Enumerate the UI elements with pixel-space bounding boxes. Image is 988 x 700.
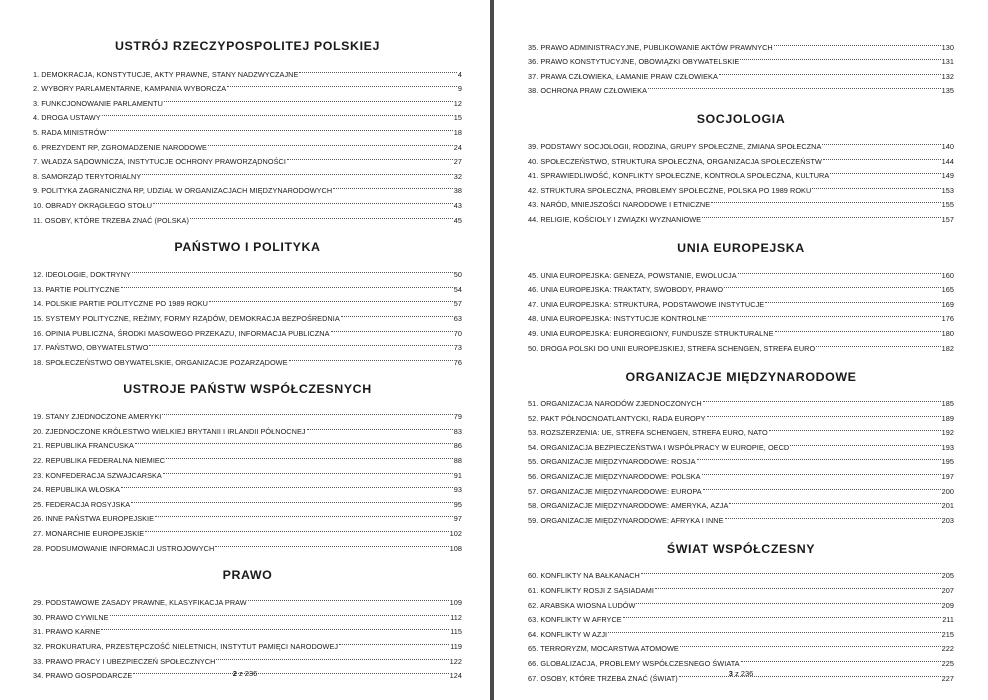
toc-entry-label: 58. ORGANIZACJE MIĘDZYNARODOWE: AMERYKA, AZJA [528, 501, 729, 511]
dot-leader [703, 479, 941, 494]
toc-entry-page: 12 [453, 98, 462, 108]
toc-entry-page: 131 [941, 57, 954, 67]
toc-entry-page: 73 [453, 343, 462, 353]
toc-entry-label: 2. WYBORY PARLAMENTARNE, KAMPANIA WYBORCZA [33, 84, 227, 94]
toc-entry-page: 45 [453, 215, 462, 225]
toc-entry-page: 140 [941, 141, 954, 151]
toc-entry-page: 86 [453, 441, 462, 451]
toc-section [528, 35, 954, 96]
toc-entry-page: 124 [449, 671, 462, 681]
toc-section [528, 93, 954, 222]
toc-entry-label: 17. PAŃSTWO, OBYWATELSTWO [33, 343, 149, 353]
section-title: PRAWO [222, 567, 273, 582]
toc-entry-label: 36. PRAWO KONSTYTUCYJNE, OBOWIĄZKI OBYWATELSKIE [528, 57, 740, 67]
dot-leader [697, 450, 941, 465]
toc-entry-page: 102 [449, 529, 462, 539]
dot-leader [121, 478, 453, 493]
toc-entry-page: 209 [941, 600, 954, 610]
toc-entry-page: 27 [453, 157, 462, 167]
toc-entry[interactable] [33, 263, 462, 278]
toc-entry-page: 160 [941, 270, 954, 280]
toc-entry-label: 31. PRAWO KARNE [33, 627, 101, 637]
toc-section [33, 223, 462, 365]
toc-entry[interactable] [528, 263, 954, 278]
dot-leader [740, 50, 940, 65]
toc-entry-label: 13. PARTIE POLITYCZNE [33, 284, 120, 294]
toc-entry-label: 35. PRAWO ADMINISTRACYJNE, PUBLIKOWANIE AKTÓW PRAWNYCH [528, 42, 773, 52]
dot-leader [648, 79, 941, 94]
dot-leader [209, 292, 453, 307]
toc-entry-label: 42. STRUKTURA SPOŁECZNA, PROBLEMY SPOŁECZNE, POLSKA PO 1989 ROKU [528, 185, 812, 195]
toc-section [33, 365, 462, 551]
toc-entry-page: 112 [450, 612, 462, 622]
dot-leader [142, 164, 453, 179]
toc-entry-label: 15. SYSTEMY POLITYCZNE, REŻIMY, FORMY RZĄDÓW, DEMOKRACJA BEZPOŚREDNIA [33, 313, 340, 323]
toc-entry-label: 40. SPOŁECZEŃSTWO, STRUKTURA SPOŁECZNA, ORGANIZACJA SPOŁECZEŃSTW [528, 156, 822, 166]
toc-entry[interactable] [33, 62, 462, 77]
toc-entry-page: 108 [449, 543, 462, 553]
section-title: USTROJE PAŃSTW WSPÓŁCZESNYCH [123, 381, 372, 396]
page-separator: z [238, 669, 243, 678]
section-title: PAŃSTWO I POLITYKA [174, 239, 321, 254]
dot-leader [227, 77, 457, 92]
dot-leader [289, 350, 453, 365]
dot-leader [216, 649, 448, 664]
toc-entry-label: 24. REPUBLIKA WŁOSKA [33, 485, 120, 495]
toc-entry-label: 52. PAKT PÓŁNOCNOATLANTYCKI, RADA EUROPY [528, 413, 706, 423]
toc-entry-label: 39. PODSTAWY SOCJOLOGII, RODZINA, GRUPY SPOŁECZNE, ZMIANA SPOŁECZNA [528, 141, 822, 151]
toc-entry-label: 45. UNIA EUROPEJSKA: GENEZA, POWSTANIE, EWOLUCJA [528, 270, 737, 280]
toc-entry-label: 20. ZJEDNOCZONE KRÓLESTWO WIELKIEJ BRYTANII I IRLANDII PÓŁNOCNEJ [33, 426, 306, 436]
toc-entry-label: 27. MONARCHIE EUROPEJSKIE [33, 529, 145, 539]
dot-leader [132, 263, 453, 278]
toc-entry-label: 11. OSOBY, KTÓRE TRZEBA ZNAĆ (POLSKA) [33, 215, 189, 225]
toc-entry-label: 5. RADA MINISTRÓW [33, 127, 107, 137]
toc-entry-page: 165 [941, 285, 954, 295]
toc-section [528, 351, 954, 523]
toc-entry-page: 32 [453, 171, 462, 181]
toc-entry-label: 6. PREZYDENT RP, ZGROMADZENIE NARODOWE [33, 142, 207, 152]
dot-leader [153, 193, 453, 208]
toc-entry-page: 93 [453, 485, 462, 495]
dot-leader [641, 564, 941, 579]
dot-leader [162, 405, 452, 420]
toc-entry-label: 48. UNIA EUROPEJSKA: INSTYTUCJE KONTROLNE [528, 314, 707, 324]
toc-entry-label: 41. SPRAWIEDLIWOŚĆ, KONFLIKTY SPOŁECZNE, KONTROLA SPOŁECZNA, KULTURA [528, 171, 830, 181]
dot-leader [775, 321, 941, 336]
toc-entry-page: 132 [941, 71, 954, 81]
toc-entry-label: 63. KONFLIKTY W AFRYCE [528, 615, 622, 625]
toc-entry-label: 1. DEMOKRACJA, KONSTYTUCJE, AKTY PRAWNE, STANY NADZWYCZAJNE [33, 69, 299, 79]
toc-entry-label: 12. IDEOLOGIE, DOKTRYNY [33, 270, 131, 280]
toc-entry-label: 44. RELIGIE, KOŚCIOŁY I ZWIĄZKI WYZNANIOWE [528, 214, 702, 224]
toc-entry-label: 47. UNIA EUROPEJSKA: STRUKTURA, PODSTAWOWE INSTYTUCJE [528, 299, 765, 309]
dot-leader [725, 508, 941, 523]
toc-entry-label: 61. KONFLIKTY ROSJI Z SĄSIADAMI [528, 586, 654, 596]
toc-entry-label: 26. INNE PAŃSTWA EUROPEJSKIE [33, 514, 155, 524]
dot-leader [719, 64, 941, 79]
toc-entry-label: 60. KONFLIKTY NA BAŁKANACH [528, 571, 640, 581]
dot-leader [190, 208, 453, 223]
toc-entry-page: 97 [453, 514, 462, 524]
page-total: 236 [740, 669, 754, 678]
toc-entry-label: 19. STANY ZJEDNOCZONE AMERYKI [33, 412, 162, 422]
toc-entry-page: 203 [941, 515, 954, 525]
dot-leader [307, 419, 453, 434]
dot-leader [248, 591, 449, 606]
dot-leader [816, 336, 940, 351]
toc-entry-label: 67. OSOBY, KTÓRE TRZEBA ZNAĆ (ŚWIAT) [528, 673, 678, 683]
toc-entry-page: 109 [449, 598, 462, 608]
toc-entry-label: 34. PRAWO GOSPODARCZE [33, 671, 133, 681]
dot-leader [830, 164, 940, 179]
toc-entry-page: 189 [941, 413, 954, 423]
dot-leader [341, 306, 453, 321]
dot-leader [769, 421, 941, 436]
toc-section [33, 38, 462, 223]
dot-leader [149, 336, 452, 351]
page-total: 236 [244, 669, 258, 678]
page-number: 3 [728, 669, 733, 678]
toc-entry-page: 95 [453, 499, 462, 509]
toc-entry-page: 122 [449, 656, 462, 666]
dot-leader [121, 277, 453, 292]
toc-entry-page: 153 [941, 185, 954, 195]
toc-entry-page: 222 [941, 644, 954, 654]
toc-entry-label: 28. PODSUMOWANIE INFORMACJI USTROJOWYCH [33, 543, 215, 553]
page-number: 2 [232, 669, 237, 678]
toc-entry-page: 76 [453, 357, 462, 367]
dot-leader [703, 392, 941, 407]
dot-leader [107, 120, 452, 135]
toc-entry-page: 88 [453, 456, 462, 466]
toc-entry-page: 169 [941, 299, 954, 309]
toc-entry-label: 3. FUNKCJONOWANIE PARLAMENTU [33, 98, 163, 108]
toc-entry-label: 18. SPOŁECZEŃSTWO OBYWATELSKIE, ORGANIZACJE POZARZĄDOWE [33, 357, 288, 367]
toc-entry-page: 185 [941, 399, 954, 409]
dot-leader [711, 193, 941, 208]
toc-entry-page: 63 [453, 313, 462, 323]
toc-entry-page: 79 [453, 412, 462, 422]
toc-entry-page: 205 [941, 571, 954, 581]
toc-entry-page: 57 [453, 299, 462, 309]
dot-leader [101, 620, 449, 635]
toc-entry-page: 4 [457, 69, 462, 79]
dot-leader [131, 492, 453, 507]
toc-entry-page: 91 [453, 470, 462, 480]
toc-entry-page: 70 [453, 328, 462, 338]
toc-entry-page: 144 [941, 156, 954, 166]
toc-entry-label: 23. KONFEDERACJA SZWAJCARSKA [33, 470, 162, 480]
left-page [0, 0, 490, 700]
page-separator: z [734, 669, 739, 678]
toc-entry[interactable] [528, 392, 954, 407]
section-title: UNIA EUROPEJSKA [677, 240, 805, 255]
dot-leader [333, 179, 453, 194]
toc-entry-label: 54. ORGANIZACJA BEZPIECZEŃSTWA I WSPÓŁPRACY W EUROPIE, OECD [528, 442, 790, 452]
toc-entry[interactable] [33, 405, 462, 420]
dot-leader [636, 593, 940, 608]
toc-entry-page: 201 [941, 501, 954, 511]
dot-leader [339, 634, 449, 649]
toc-entry-page: 135 [941, 86, 954, 96]
dot-leader [299, 62, 456, 77]
dot-leader [729, 494, 940, 509]
toc-entry-label: 7. WŁADZA SĄDOWNICZA, INSTYTUCJE OCHRONY PRAWORZĄDNOŚCI [33, 157, 286, 167]
toc-entry-page: 200 [941, 486, 954, 496]
section-title: ORGANIZACJE MIĘDZYNARODOWE [625, 369, 857, 384]
toc-entry-label: 56. ORGANIZACJE MIĘDZYNARODOWE: POLSKA [528, 472, 701, 482]
dot-leader [166, 448, 453, 463]
toc-entry-page: 115 [450, 627, 462, 637]
toc-entry-page: 192 [941, 428, 954, 438]
toc-entry-page: 193 [941, 442, 954, 452]
page-footer [0, 669, 490, 678]
toc-entry-page: 119 [450, 642, 462, 651]
dot-leader [822, 134, 940, 149]
dot-leader [823, 149, 941, 164]
toc-entry-page: 215 [941, 629, 954, 639]
dot-leader [724, 278, 941, 293]
toc-entry-label: 21. REPUBLIKA FRANCUSKA [33, 441, 134, 451]
toc-entry-page: 54 [453, 284, 462, 294]
toc-entry-label: 57. ORGANIZACJE MIĘDZYNARODOWE: EUROPA [528, 486, 702, 496]
dot-leader [738, 263, 941, 278]
toc-entry[interactable] [528, 564, 954, 579]
dot-leader [208, 135, 453, 150]
toc-entry-page: 18 [453, 127, 462, 137]
toc-entry-page: 155 [941, 200, 954, 210]
toc-entry-page: 149 [941, 171, 954, 181]
toc-entry-label: 25. FEDERACJA ROSYJSKA [33, 499, 131, 509]
toc-sections [528, 0, 954, 681]
toc-entry-label: 65. TERRORYZM, MOCARSTWA ATOMOWE [528, 644, 679, 654]
toc-entry[interactable] [33, 591, 462, 606]
toc-entry[interactable] [528, 134, 954, 149]
dot-leader [331, 321, 453, 336]
toc-entry-label: 38. OCHRONA PRAW CZŁOWIEKA [528, 86, 648, 96]
dot-leader [145, 521, 449, 536]
toc-entry-label: 62. ARABSKA WIOSNA LUDÓW [528, 600, 636, 610]
dot-leader [164, 91, 453, 106]
toc-entry-label: 53. ROZSZERZENIA: UE, STREFA SCHENGEN, STREFA EURO, NATO [528, 428, 768, 438]
toc-entry[interactable] [528, 35, 954, 50]
toc-entry-page: 24 [453, 142, 462, 152]
dot-leader [707, 406, 941, 421]
toc-entry-label: 55. ORGANIZACJE MIĘDZYNARODOWE: ROSJA [528, 457, 696, 467]
toc-entry-label: 8. SAMORZĄD TERYTORIALNY [33, 171, 142, 181]
dot-leader [215, 536, 448, 551]
dot-leader [790, 435, 940, 450]
toc-entry-label: 16. OPINIA PUBLICZNA, ŚRODKI MASOWEGO PRZEKAZU, INFORMACJA PUBLICZNA [33, 328, 330, 338]
toc-entry-label: 9. POLITYKA ZAGRANICZNA RP, UDZIAŁ W ORGANIZACJACH MIĘDZYNARODOWYCH [33, 186, 333, 196]
section-title: USTRÓJ RZECZYPOSPOLITEJ POLSKIEJ [115, 39, 380, 53]
toc-entry-page: 83 [453, 426, 462, 436]
dot-leader [287, 150, 453, 165]
toc-entry-page: 180 [941, 328, 954, 338]
toc-entry-page: 38 [453, 186, 462, 196]
toc-entry-page: 9 [457, 84, 462, 94]
dot-leader [765, 292, 940, 307]
toc-entry-label: 22. REPUBLIKA FEDERALNA NIEMIEC [33, 456, 166, 466]
toc-entry-page: 50 [453, 270, 462, 280]
toc-entry-page: 182 [941, 343, 954, 353]
dot-leader [812, 178, 940, 193]
toc-entry-label: 29. PODSTAWOWE ZASADY PRAWNE, KLASYFIKACJA PRAW [33, 598, 247, 608]
toc-section [33, 551, 462, 679]
toc-entry-page: 15 [453, 113, 462, 123]
toc-entry-page: 176 [941, 314, 954, 324]
toc-entry-label: 59. ORGANIZACJE MIĘDZYNARODOWE: AFRYKA I INNE [528, 515, 724, 525]
toc-entry-label: 64. KONFLIKTY W AZJI [528, 629, 608, 639]
dot-leader [655, 578, 941, 593]
toc-section [528, 523, 954, 681]
dot-leader [708, 307, 941, 322]
page-footer [494, 669, 988, 678]
toc-entry-label: 43. NARÓD, MNIEJSZOŚCI NARODOWE I ETNICZNE [528, 200, 711, 210]
toc-section [528, 222, 954, 351]
dot-leader [155, 507, 453, 522]
section-title: ŚWIAT WSPÓŁCZESNY [666, 541, 816, 556]
section-title: SOCJOLOGIA [696, 112, 786, 127]
dot-leader [110, 605, 450, 620]
toc-entry-label: 49. UNIA EUROPEJSKA: EUROREGIONY, FUNDUSZE STRUKTURALNE [528, 328, 774, 338]
toc-entry-label: 50. DROGA POLSKI DO UNII EUROPEJSKIEJ, STREFA SCHENGEN, STREFA EURO [528, 343, 816, 353]
dot-leader [702, 464, 941, 479]
toc-entry-page: 227 [941, 673, 954, 683]
toc-entry-page: 195 [941, 457, 954, 467]
toc-entry-label: 37. PRAWA CZŁOWIEKA, ŁAMANIE PRAW CZŁOWIEKA [528, 71, 718, 81]
dot-leader [135, 434, 453, 449]
toc-entry-label: 32. PROKURATURA, PRZESTĘPCZOŚĆ NIELETNICH, INSTYTUT PAMIĘCI NARODOWEJ [33, 642, 339, 651]
dot-leader [702, 207, 941, 222]
toc-entry-page: 157 [941, 214, 954, 224]
toc-entry-label: 14. POLSKIE PARTIE POLITYCZNE PO 1989 ROKU [33, 299, 208, 309]
toc-entry-page: 225 [941, 659, 954, 668]
toc-entry-page: 43 [453, 200, 462, 210]
toc-entry-label: 30. PRAWO CYWILNE [33, 612, 109, 622]
right-page [494, 0, 988, 700]
dot-leader [163, 463, 453, 478]
toc-entry-label: 4. DROGA USTAWY [33, 113, 101, 123]
toc-entry-page: 130 [941, 42, 954, 52]
toc-entry-label: 10. OBRADY OKRĄGŁEGO STOŁU [33, 200, 153, 210]
toc-entry-label: 51. ORGANIZACJA NARODÓW ZJEDNOCZONYCH [528, 399, 702, 409]
toc-entry-label: 66. GLOBALIZACJA, PROBLEMY WSPÓŁCZESNEGO ŚWIATA [528, 659, 740, 668]
dot-leader [608, 622, 941, 637]
toc-entry-label: 46. UNIA EUROPEJSKA: TRAKTATY, SWOBODY, PRAWO [528, 285, 724, 295]
toc-entry-page: 211 [942, 615, 954, 625]
dot-leader [774, 35, 941, 50]
dot-leader [741, 651, 941, 666]
toc-entry-label: 33. PRAWO PRACY I UBEZPIECZEŃ SPOŁECZNYCH [33, 656, 216, 666]
dot-leader [623, 608, 942, 623]
toc-sections [33, 0, 462, 681]
dot-leader [680, 637, 941, 652]
toc-entry-page: 207 [941, 586, 954, 596]
toc-entry-page: 197 [941, 472, 954, 482]
dot-leader [102, 106, 453, 121]
